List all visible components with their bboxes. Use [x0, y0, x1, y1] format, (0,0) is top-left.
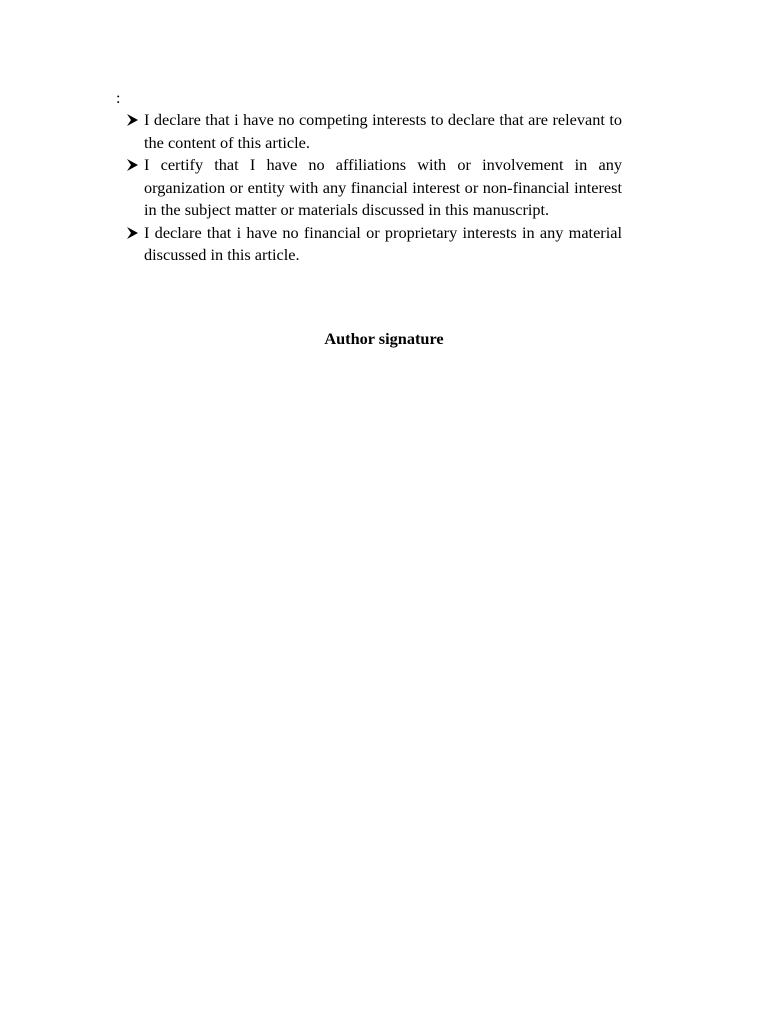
declaration-text: I declare that i have no competing interests to declare that are relevant to the content of this article. — [144, 110, 622, 152]
arrowhead-bullet-icon — [126, 109, 140, 131]
declaration-item — [126, 222, 622, 267]
arrowhead-bullet-icon — [126, 154, 140, 176]
author-signature-label: Author signature — [324, 329, 444, 348]
declaration-item — [126, 109, 622, 154]
arrowhead-bullet-icon — [126, 222, 140, 244]
declaration-text: I certify that I have no affiliations with or involvement in any organization or entity with any financial interest or non-financial interest in the subject matter or materials discussed in this manuscript. — [144, 155, 622, 219]
declaration-list — [126, 109, 622, 267]
declaration-text: I declare that i have no financial or proprietary interests in any material discussed in this article. — [144, 222, 622, 264]
lead-colon: : — [116, 90, 121, 107]
declaration-item — [126, 154, 622, 222]
